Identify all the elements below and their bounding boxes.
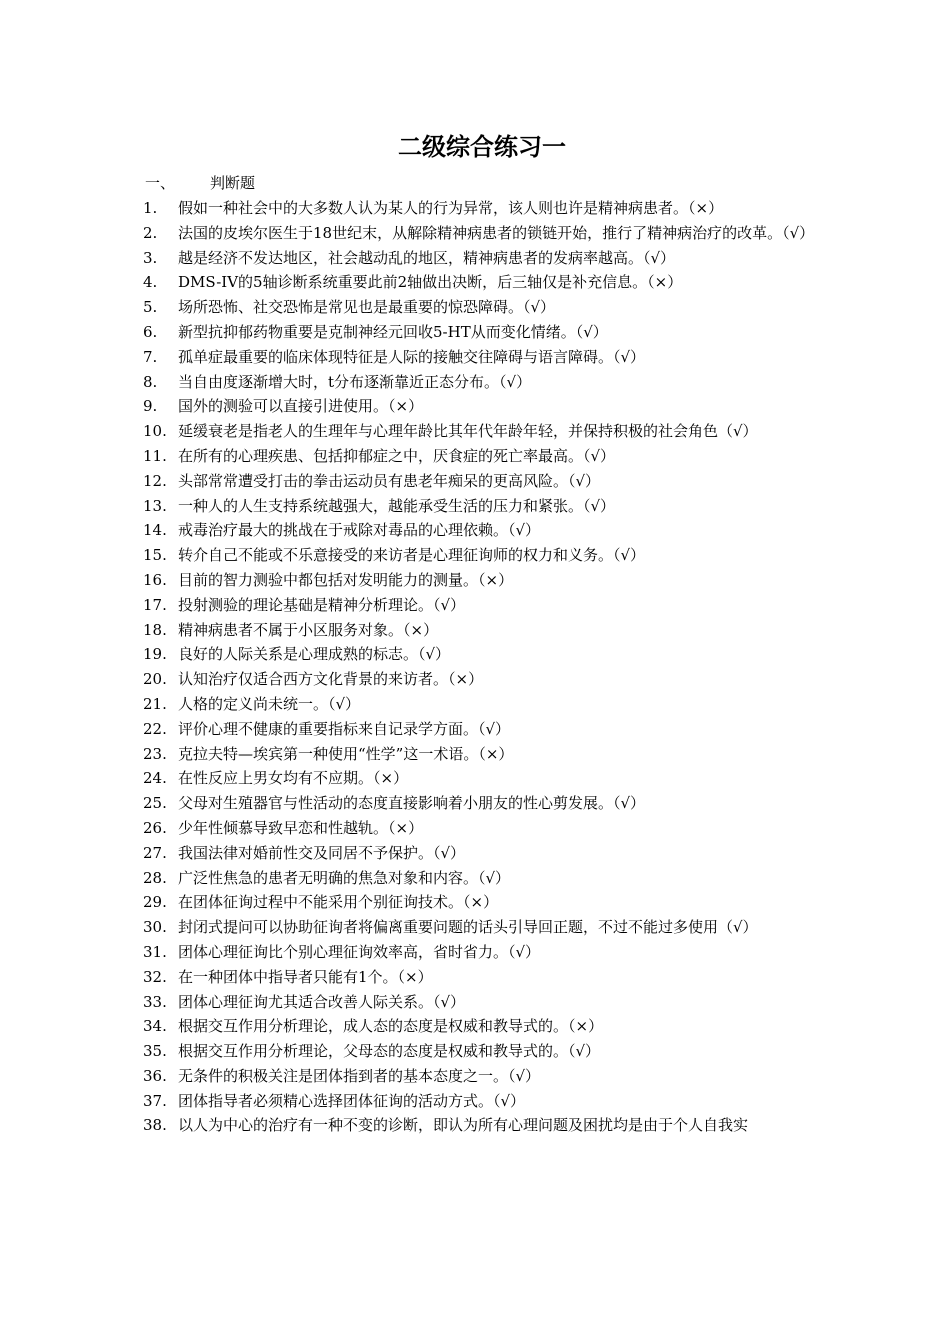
item-number: 24.	[143, 769, 167, 788]
item-number: 15.	[143, 546, 167, 565]
list-item	[143, 543, 823, 568]
item-number: 6.	[143, 322, 158, 341]
item-text: 当自由度逐渐增大时，t分布逐渐靠近正态分布。（√）	[178, 372, 532, 391]
item-text: 人格的定义尚未统一。（√）	[178, 694, 361, 713]
item-number: 33.	[143, 992, 167, 1011]
item-number: 4.	[143, 273, 158, 292]
item-number: 11.	[143, 446, 167, 465]
list-item	[143, 1064, 823, 1089]
item-text: 法国的皮埃尔医生于18世纪末，从解除精神病患者的锁链开始，推行了精神病治疗的改革。（√）	[178, 223, 815, 242]
item-text: 父母对生殖器官与性活动的态度直接影响着小朋友的性心剪发展。（√）	[178, 794, 646, 813]
question-list	[143, 196, 823, 1138]
item-number: 28.	[143, 868, 167, 887]
list-item	[143, 642, 823, 667]
list-item	[143, 915, 823, 940]
item-text: 广泛性焦急的患者无明确的焦急对象和内容。（√）	[178, 868, 511, 887]
list-item	[143, 518, 823, 543]
item-number: 2.	[143, 223, 158, 242]
item-number: 5.	[143, 298, 158, 317]
section-label: 判断题	[210, 174, 256, 192]
list-item	[143, 196, 823, 221]
item-number: 22.	[143, 719, 167, 738]
item-text: 在所有的心理疾患、包括抑郁症之中，厌食症的死亡率最高。（√）	[178, 446, 616, 465]
item-text: 认知治疗仅适合西方文化背景的来访者。（×）	[178, 670, 484, 689]
list-item	[143, 345, 823, 370]
item-number: 27.	[143, 843, 167, 862]
list-item	[143, 221, 823, 246]
list-item	[143, 444, 823, 469]
list-item	[143, 890, 823, 915]
item-number: 13.	[143, 496, 167, 515]
list-item	[143, 791, 823, 816]
list-item	[143, 940, 823, 965]
list-item	[143, 394, 823, 419]
list-item	[143, 866, 823, 891]
item-text: 团体指导者必须精心选择团体征询的活动方式。（√）	[178, 1091, 526, 1110]
list-item	[143, 742, 823, 767]
item-text: 在性反应上男女均有不应期。（×）	[178, 769, 409, 788]
item-number: 17.	[143, 595, 167, 614]
list-item	[143, 1039, 823, 1064]
item-number: 8.	[143, 372, 158, 391]
item-text: 团体心理征询尤其适合改善人际关系。（√）	[178, 992, 466, 1011]
item-text: 根据交互作用分析理论，父母态的态度是权威和教导式的。（√）	[178, 1042, 601, 1061]
page-title: 二级综合练习一	[398, 132, 566, 161]
item-text: 精神病患者不属于小区服务对象。（×）	[178, 620, 439, 639]
list-item	[143, 494, 823, 519]
item-number: 21.	[143, 694, 167, 713]
list-item	[143, 1113, 823, 1138]
list-item	[143, 320, 823, 345]
item-text: 投射测验的理论基础是精神分析理论。（√）	[178, 595, 466, 614]
item-text: 我国法律对婚前性交及同居不予保护。（√）	[178, 843, 466, 862]
item-text: 少年性倾慕导致早恋和性越轨。（×）	[178, 818, 424, 837]
section-number: 一、	[145, 174, 176, 192]
item-text: 封闭式提问可以协助征询者将偏离重要问题的话头引导回正题，不过不能过多使用（√）	[178, 918, 758, 937]
item-number: 32.	[143, 967, 167, 986]
list-item	[143, 419, 823, 444]
item-text: 假如一种社会中的大多数人认为某人的行为异常，该人则也许是精神病患者。（×）	[178, 199, 724, 217]
item-text: 评价心理不健康的重要指标来自记录学方面。（√）	[178, 719, 511, 738]
item-text: 转介自己不能或不乐意接受的来访者是心理征询师的权力和义务。（√）	[178, 546, 646, 565]
item-number: 31.	[143, 942, 167, 961]
list-item	[143, 692, 823, 717]
list-item	[143, 1089, 823, 1114]
item-number: 25.	[143, 794, 167, 813]
item-number: 37.	[143, 1091, 167, 1110]
list-item	[143, 965, 823, 990]
item-number: 18.	[143, 620, 167, 639]
item-text: 根据交互作用分析理论，成人态的态度是权威和教导式的。（×）	[178, 1017, 604, 1036]
item-text: 在团体征询过程中不能采用个别征询技术。（×）	[178, 893, 499, 912]
list-item	[143, 618, 823, 643]
item-text: 目前的智力测验中都包括对发明能力的测量。（×）	[178, 570, 514, 589]
item-text: DMS-IV的5轴诊断系统重要此前2轴做出决断，后三轴仅是补充信息。（×）	[178, 273, 683, 292]
item-number: 36.	[143, 1066, 167, 1085]
item-number: 38.	[143, 1116, 167, 1135]
item-text: 延缓衰老是指老人的生理年与心理年龄比其年代年龄年轻，并保持积极的社会角色（√）	[178, 422, 758, 441]
item-text: 克拉夫特—埃宾第一种使用“性学”这一术语。（×）	[178, 744, 514, 763]
list-item	[143, 717, 823, 742]
item-number: 23.	[143, 744, 167, 763]
list-item	[143, 766, 823, 791]
list-item	[143, 990, 823, 1015]
item-text: 新型抗抑郁药物重要是克制神经元回收5-HT从而变化情绪。（√）	[178, 322, 608, 341]
list-item	[143, 593, 823, 618]
item-number: 26.	[143, 818, 167, 837]
item-number: 14.	[143, 521, 167, 540]
item-number: 12.	[143, 471, 167, 490]
item-text: 孤单症最重要的临床体现特征是人际的接触交往障碍与语言障碍。（√）	[178, 347, 646, 366]
item-text: 团体心理征询比个别心理征询效率高，省时省力。（√）	[178, 942, 541, 961]
item-number: 7.	[143, 347, 158, 366]
list-item	[143, 469, 823, 494]
item-text: 在一种团体中指导者只能有1个。（×）	[178, 967, 433, 986]
list-item	[143, 246, 823, 271]
list-item	[143, 1014, 823, 1039]
item-text: 头部常常遭受打击的拳击运动员有患老年痴呆的更高风险。（√）	[178, 471, 601, 490]
list-item	[143, 370, 823, 395]
item-text: 国外的测验可以直接引进使用。（×）	[178, 397, 424, 416]
item-number: 35.	[143, 1042, 167, 1061]
item-text: 无条件的积极关注是团体指到者的基本态度之一。（√）	[178, 1066, 541, 1085]
item-number: 20.	[143, 670, 167, 689]
item-text: 场所恐怖、社交恐怖是常见也是最重要的惊恐障碍。（√）	[178, 298, 556, 317]
item-text: 戒毒治疗最大的挑战在于戒除对毒品的心理依赖。（√）	[178, 521, 541, 540]
item-number: 34.	[143, 1017, 167, 1036]
item-number: 1.	[143, 199, 158, 217]
list-item	[143, 568, 823, 593]
item-text: 良好的人际关系是心理成熟的标志。（√）	[178, 645, 451, 664]
item-text: 越是经济不发达地区，社会越动乱的地区，精神病患者的发病率越高。（√）	[178, 248, 676, 267]
item-number: 9.	[143, 397, 158, 416]
list-item	[143, 816, 823, 841]
list-item	[143, 667, 823, 692]
item-number: 29.	[143, 893, 167, 912]
list-item	[143, 270, 823, 295]
section-heading	[145, 171, 255, 196]
item-text: 以人为中心的治疗有一种不变的诊断，即认为所有心理问题及困扰均是由于个人自我实	[178, 1116, 749, 1135]
item-text: 一种人的人生支持系统越强大，越能承受生活的压力和紧张。（√）	[178, 496, 616, 515]
item-number: 3.	[143, 248, 158, 267]
item-number: 30.	[143, 918, 167, 937]
item-number: 16.	[143, 570, 167, 589]
list-item	[143, 841, 823, 866]
item-number: 10.	[143, 422, 167, 441]
item-number: 19.	[143, 645, 167, 664]
list-item	[143, 295, 823, 320]
